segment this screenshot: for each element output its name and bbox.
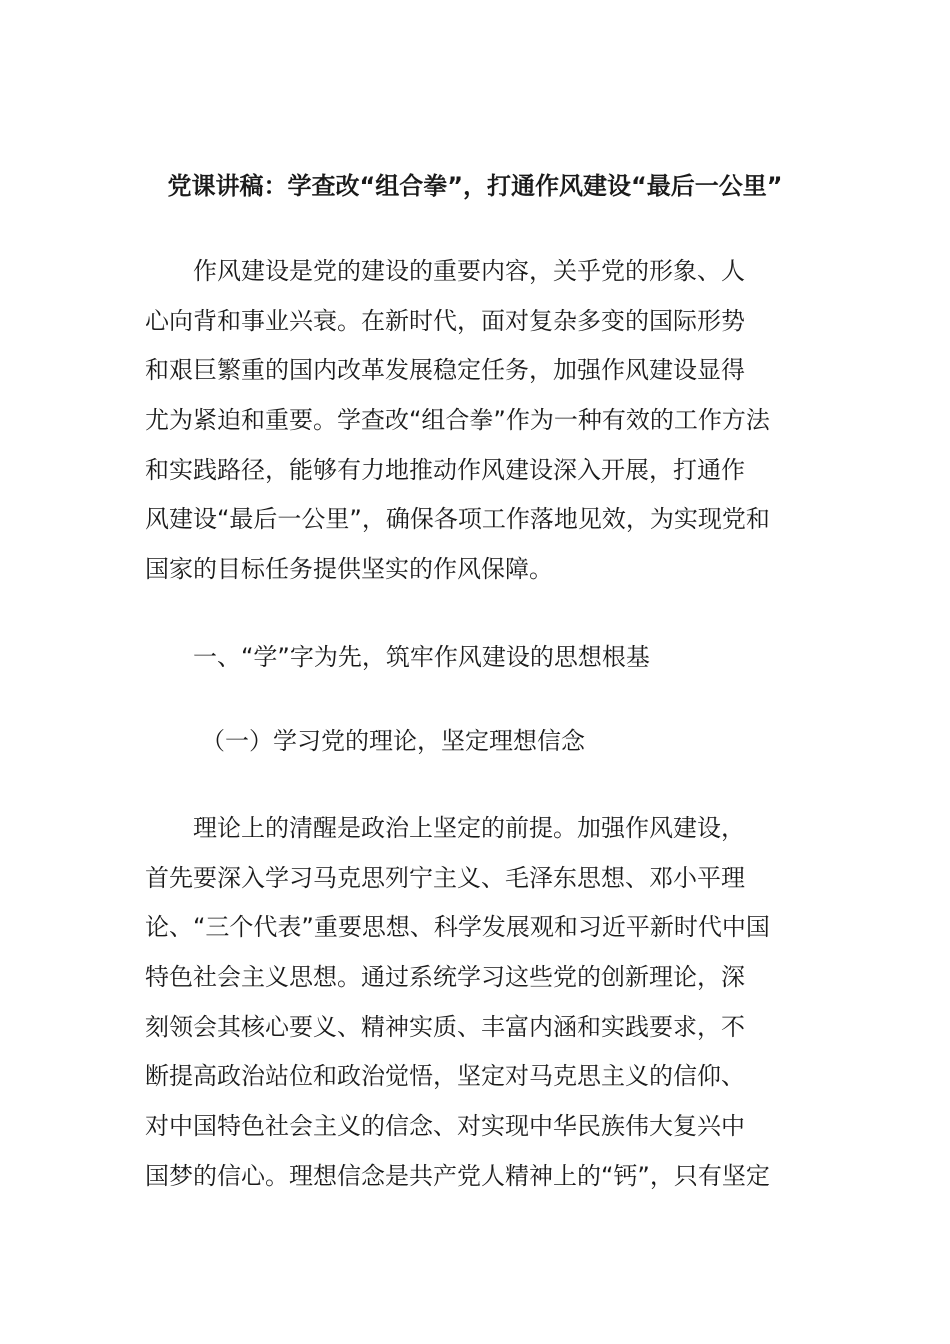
- paragraph-line: 作风建设是党的建设的重要内容，关乎党的形象、人: [193, 257, 745, 285]
- paragraph-line: 首先要深入学习马克思列宁主义、毛泽东思想、邓小平理: [145, 863, 745, 892]
- paragraph-line: 刻领会其核心要义、精神实质、丰富内涵和实践要求，不: [145, 1012, 745, 1041]
- paragraph-line: 风建设“最后一公里”，确保各项工作落地见效，为实现党和: [145, 505, 770, 534]
- paragraph-line: 特色社会主义思想。通过系统学习这些党的创新理论，深: [145, 963, 745, 992]
- paragraph-line: 国梦的信心。理想信念是共产党人精神上的“钙”，只有坚定: [145, 1161, 770, 1190]
- paragraph-line: 心向背和事业兴衰。在新时代，面对复杂多变的国际形势: [145, 306, 745, 335]
- paragraph-line: 和艰巨繁重的国内改革发展稳定任务，加强作风建设显得: [145, 356, 745, 385]
- section-heading: 一、“学”字为先，筑牢作风建设的思想根基: [193, 643, 650, 671]
- paragraph-line: 对中国特色社会主义的信念、对实现中华民族伟大复兴中: [145, 1112, 745, 1141]
- document-title: 党课讲稿：学查改“组合拳”，打通作风建设“最后一公里”: [167, 172, 783, 200]
- paragraph-line: 论、“三个代表”重要思想、科学发展观和习近平新时代中国: [145, 913, 770, 942]
- paragraph-line: 尤为紧迫和重要。学查改“组合拳”作为一种有效的工作方法: [145, 406, 770, 435]
- paragraph-line: 和实践路径，能够有力地推动作风建设深入开展，打通作: [145, 455, 745, 484]
- paragraph-line: 国家的目标任务提供坚实的作风保障。: [145, 555, 553, 584]
- subsection-heading: （一）学习党的理论，坚定理想信念: [201, 727, 585, 755]
- intro-paragraph: [145, 247, 805, 595]
- paragraph-line: 理论上的清醒是政治上坚定的前提。加强作风建设，: [193, 814, 745, 842]
- paragraph-line: 断提高政治站位和政治觉悟，坚定对马克思主义的信仰、: [145, 1062, 745, 1091]
- body-paragraph: [145, 804, 805, 1202]
